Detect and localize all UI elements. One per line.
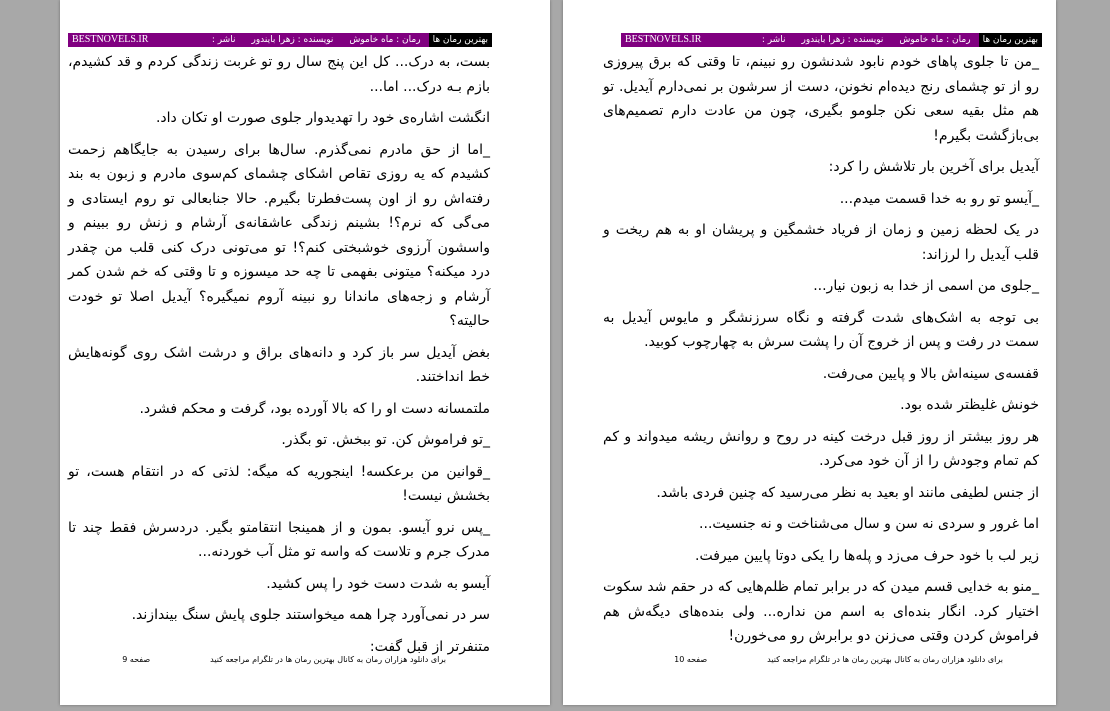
- paragraph: از جنس لطیفی مانند او بعید به نظر می‌رسید که چنین فردی باشد.: [656, 484, 1039, 501]
- paragraph: _تو فراموش کن. تو ببخش. تو بگذر.: [281, 432, 490, 448]
- paragraph: _منو به خدایی قسم میدن که در برابر تمام ظلم‌هایی که در حقم شد سکوت اختیار کرد. انگار بنده‌ای به اسم من نداره... ولی بنده‌های دیگه‌ش هم فراموش کردن وقتی می‌زنن دو برابرش رو می‌خورن!: [603, 579, 1039, 644]
- paragraph: هر روز بیشتر از روز قبل درخت کینه در روح و روانش ریشه میدواند و کم کم تمام وجودش را از آن خود می‌کرد.: [603, 428, 1039, 469]
- paragraph: ملتمسانه دست او را که بالا آورده بود، گرفت و محکم فشرد.: [139, 400, 490, 417]
- footer-note: برای دانلود هزاران رمان به کانال بهترین رمان ها در تلگرام مراجعه کنید: [210, 655, 446, 664]
- page-body: [603, 50, 1039, 656]
- paragraph: _من تا جلوی پاهای خودم نابود شدنشون رو نبینم، تا وقتی که برق پیروزی رو از تو چشمای رنج دیده‌ام نخونن، دست از سرشون بر نمی‌دارم آیدیل. تو هم مثل بقیه سعی نکن جلومو بگیری، چون من عادت دارم تصمیم‌های بی‌بازگشت بگیرم!: [603, 54, 1039, 144]
- header-publisher: ناشر :: [761, 35, 786, 45]
- header-novel: رمان : ماه خاموش: [349, 35, 421, 45]
- paragraph: زیر لب با خود حرف می‌زد و پله‌ها را یکی دوتا پایین میرفت.: [695, 547, 1039, 564]
- header-author: نویسنده : زهرا بایندور: [801, 35, 884, 45]
- paragraph: در یک لحظه زمین و زمان از فریاد خشمگین و پریشان او به هم ریخت و قلب آیدیل را لرزاند:: [603, 222, 1039, 263]
- paragraph: اما غرور و سردی نه سن و سال می‌شناخت و نه جنسیت...: [699, 516, 1039, 532]
- footer-note: برای دانلود هزاران رمان به کانال بهترین رمان ها در تلگرام مراجعه کنید: [767, 655, 1003, 664]
- page-footer: [663, 655, 1003, 664]
- paragraph: _قوانین من برعکسه! اینجوریه که میگه: لذتی که در انتقام هست، تو بخشش نیست!: [68, 463, 490, 504]
- paragraph: بغض آیدیل سر باز کرد و دانه‌های براق و درشت اشک روی گونه‌هایش خط انداختند.: [68, 344, 490, 385]
- header-site: BESTNOVELS.IR: [72, 34, 149, 45]
- paragraph: خونش غلیظتر شده بود.: [900, 397, 1039, 413]
- paragraph: _جلوی من اسمی از خدا به زبون نیار...: [813, 278, 1039, 294]
- paragraph: _پس نرو آیسو. بمون و از همینجا انتقامتو بگیر. دردسرش فقط چند تا مدرک جرم و تلاست که واسه تو مثل آب خوردنه...: [68, 519, 490, 560]
- page-number: صفحه 10: [674, 655, 708, 664]
- paragraph: قفسه‌ی سینه‌اش بالا و پایین می‌رفت.: [822, 365, 1039, 382]
- paragraph: بی توجه به اشک‌های شدت گرفته و نگاه سرزنشگر و مایوس آیدیل به سمت در رفت و پس از خروج آن را پشت سرش به چهارچوب کوبید.: [603, 309, 1039, 350]
- paragraph: انگشت اشاره‌ی خود را تهدیدوار جلوی صورت او تکان داد.: [155, 110, 490, 126]
- paragraph: سر در نمی‌آورد چرا همه میخواستند جلوی پایش سنگ بیندازند.: [131, 607, 490, 623]
- page-9: [60, 0, 550, 705]
- page-header: [68, 33, 492, 47]
- paragraph: بست، به درک... کل این پنج سال رو تو غربت زندگی کردم و قد کشیدم، بازم بـه درک... اما...: [68, 54, 490, 95]
- header-brand: بهترین رمان ها: [429, 33, 492, 47]
- page-footer: [116, 655, 446, 664]
- header-info-bar: [621, 33, 979, 47]
- header-site: BESTNOVELS.IR: [625, 34, 702, 45]
- paragraph: آیسو به شدت دست خود را پس کشید.: [266, 575, 490, 592]
- page-10: [563, 0, 1056, 705]
- paragraph: _آیسو تو رو به خدا قسمت میدم...: [839, 190, 1039, 207]
- header-novel: رمان : ماه خاموش: [899, 35, 971, 45]
- page-body: [68, 50, 490, 666]
- header-publisher: ناشر :: [211, 35, 236, 45]
- header-brand: بهترین رمان ها: [979, 33, 1042, 47]
- header-author: نویسنده : زهرا بایندور: [251, 35, 334, 45]
- page-header: [621, 33, 1042, 47]
- paragraph: آیدیل برای آخرین بار تلاشش را کرد:: [828, 159, 1039, 175]
- paragraph: متنفرتر از قبل گفت:: [369, 638, 490, 655]
- header-info-bar: [68, 33, 429, 47]
- paragraph: _اما از حق مادرم نمی‌گذرم. سال‌ها برای رسیدن به جایگاهم زحمت کشیدم که یه روزی تقاص اشکای چشمای کم‌سوی مادرم و زبون به بند رفته‌اش رو از اون پست‌فطرتا بگیرم. حالا جنابعالی تو روم ایستادی و می‌گی که نرم؟! بشینم زندگی عاشقانه‌ی آرشام و زنش رو ببینم و واسشون آرزوی خوشبختی کنم؟! تو می‌تونی درک کنی قلب من چقدر درد میکنه؟ میتونی بفهمی تا چه حد میسوزه و تا وقتی که خم شدن کمر آرشام و زجه‌های ماندانا رو نبینه آروم نمیگیره؟ آیدیل اصلا تو خودت حالیته؟: [68, 141, 490, 329]
- page-number: صفحه 9: [122, 655, 151, 664]
